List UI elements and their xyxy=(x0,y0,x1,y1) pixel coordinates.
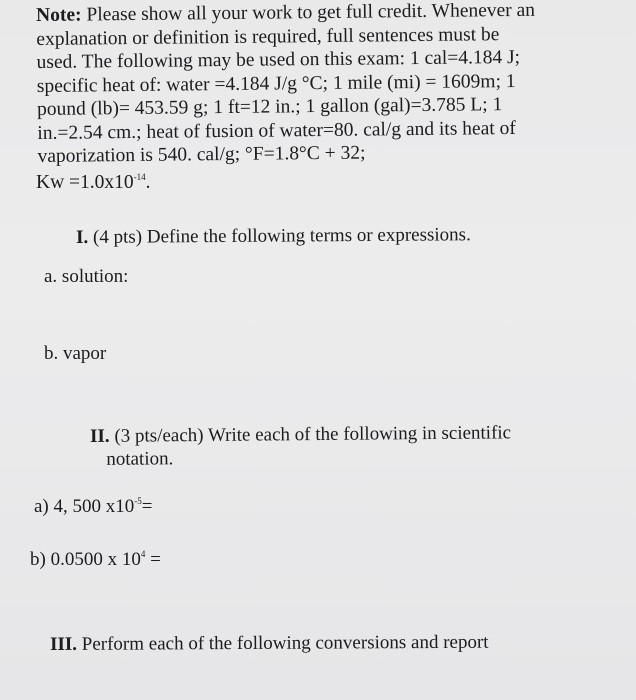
section-1-text: (4 pts) Define the following terms or expressions. xyxy=(88,224,471,248)
note-line-6: in.=2.54 cm.; heat of fusion of water=80. cal/g and its heat of xyxy=(37,117,516,144)
kw-constant xyxy=(36,172,151,194)
section-3-text: Perform each of the following conversions and report xyxy=(76,631,489,655)
note-line-7: vaporization is 540. cal/g; °F=1.8°C + 32; xyxy=(37,142,366,167)
section-2-number: II. xyxy=(90,425,110,447)
question-1a: a. solution: xyxy=(44,266,129,287)
question-2a-end: = xyxy=(141,496,153,517)
note-line-1-text: Please show all your work to get full credit. Whenever an xyxy=(81,0,536,26)
question-2a-exponent: -5 xyxy=(134,496,142,506)
question-2b xyxy=(30,549,161,571)
note-line-4: specific heat of: water =4.184 J/g °C; 1 mile (mi) = 1609m; 1 xyxy=(36,70,516,97)
question-2a-base: a) 4, 500 x10 xyxy=(34,496,135,517)
kw-exponent: -14 xyxy=(133,172,146,182)
section-2-heading xyxy=(90,421,511,471)
kw-base: Kw =1.0x10 xyxy=(36,172,134,193)
section-3-number: III. xyxy=(50,633,78,655)
question-2a xyxy=(34,496,152,518)
note-label: Note: xyxy=(36,4,82,26)
question-2b-exponent: 4 xyxy=(140,549,146,559)
note-line-2: explanation or definition is required, full sentences must be xyxy=(36,23,500,50)
section-3-heading xyxy=(50,632,489,656)
section-1-number: I. xyxy=(76,226,89,248)
question-1b: b. vapor xyxy=(44,343,107,364)
kw-end: . xyxy=(145,172,151,193)
note-line-5: pound (lb)= 453.59 g; 1 ft=12 in.; 1 gallon (gal)=3.785 L; 1 xyxy=(36,94,503,120)
section-1-heading xyxy=(76,224,471,249)
question-2b-base: b) 0.0500 x 10 xyxy=(30,549,141,570)
note-paragraph xyxy=(36,0,598,168)
note-line-3: used. The following may be used on this exam: 1 cal=4.184 J; xyxy=(36,46,521,73)
section-2-text-2: notation. xyxy=(106,448,174,470)
question-2b-end: = xyxy=(145,549,161,570)
section-2-text: (3 pts/each) Write each of the following in scientific xyxy=(109,422,512,447)
